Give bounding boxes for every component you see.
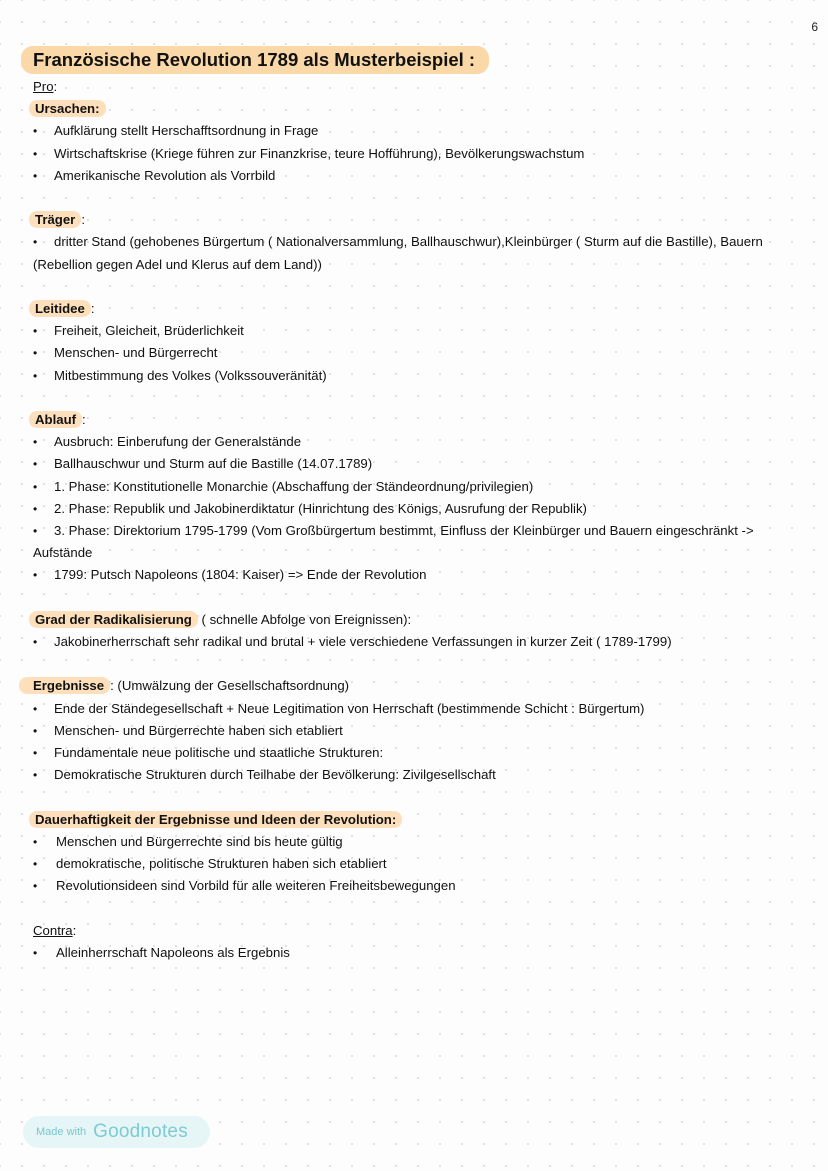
list-item: • Jakobinerherrschaft sehr radikal und brutal + viele verschiedene Verfassungen in kurzer Zeit ( 1789-1799)	[33, 631, 808, 653]
goodnotes-logo: Goodnotes	[93, 1121, 188, 1142]
list-item: • Menschen- und Bürgerrechte haben sich etabliert	[33, 720, 808, 742]
page-title: Französische Revolution 1789 als Musterbeispiel :	[21, 46, 489, 74]
ablauf-heading: Ablauf	[29, 411, 82, 428]
list-item: • demokratische, politische Strukturen haben sich etabliert	[33, 853, 808, 875]
leitidee-heading: Leitidee	[29, 300, 91, 317]
radikalisierung-heading-row	[33, 609, 808, 631]
list-item: • 2. Phase: Republik und Jakobinerdiktatur (Hinrichtung des Königs, Ausrufung der Republik)	[33, 498, 808, 520]
list-item: • Fundamentale neue politische und staatliche Strukturen:	[33, 742, 808, 764]
contra-row: Contra:	[33, 922, 77, 938]
list-item: • Menschen und Bürgerrechte sind bis heute gültig	[33, 831, 808, 853]
list-item: • Aufklärung stellt Herschafftsordnung in Frage	[33, 120, 808, 142]
goodnotes-badge[interactable]	[23, 1116, 210, 1148]
leitidee-heading-row: Leitidee :	[33, 298, 808, 320]
list-item: • Ausbruch: Einberufung der Generalstände	[33, 431, 808, 453]
contra-label: Contra	[33, 922, 73, 938]
pro-row: Pro:	[33, 79, 58, 94]
title-row	[33, 46, 808, 74]
list-item: • Ende der Ständegesellschaft + Neue Legitimation von Herrschaft (bestimmende Schicht : Bürgertum)	[33, 698, 808, 720]
list-item: • Demokratische Strukturen durch Teilhabe der Bevölkerung: Zivilgesellschaft	[33, 764, 808, 786]
traeger-heading: Träger	[29, 211, 81, 228]
list-item: • Wirtschaftskrise (Kriege führen zur Finanzkrise, teure Hofführung), Bevölkerungswachstum	[33, 143, 808, 165]
list-item: • 1799: Putsch Napoleons (1804: Kaiser) => Ende der Revolution	[33, 564, 808, 586]
dauerhaftigkeit-heading: Dauerhaftigkeit der Ergebnisse und Ideen der Revolution:	[29, 811, 402, 828]
list-item: • 3. Phase: Direktorium 1795-1799 (Vom Großbürgertum bestimmt, Einfluss der Kleinbürger und Bauern eingeschränkt ->	[33, 520, 808, 542]
list-item: • Freiheit, Gleicheit, Brüderlichkeit	[33, 320, 808, 342]
list-item: • Ballhauschwur und Sturm auf die Bastille (14.07.1789)	[33, 453, 808, 475]
ergebnisse-heading-row	[33, 675, 808, 697]
document-content	[33, 46, 808, 964]
list-item: • Menschen- und Bürgerrecht	[33, 342, 808, 364]
ergebnisse-suffix: : (Umwälzung der Gesellschaftsordnung)	[110, 678, 350, 694]
list-item-continuation: Aufstände	[33, 545, 93, 561]
pro-label: Pro	[33, 79, 54, 94]
dauerhaftigkeit-heading-row	[33, 809, 808, 831]
ergebnisse-heading: Ergebnisse	[19, 677, 110, 694]
traeger-heading-row: Träger :	[33, 209, 808, 231]
list-item: • Amerikanische Revolution als Vorrbild	[33, 165, 808, 187]
list-item: • 1. Phase: Konstitutionelle Monarchie (Abschaffung der Ständeordnung/privilegien)	[33, 476, 808, 498]
made-with-label: Made with	[36, 1126, 87, 1138]
list-item: • Mitbestimmung des Volkes (Volkssouveränität)	[33, 365, 808, 387]
ablauf-heading-row: Ablauf :	[33, 409, 808, 431]
radikalisierung-heading: Grad der Radikalisierung	[29, 611, 198, 628]
list-item: • dritter Stand (gehobenes Bürgertum ( Nationalversammlung, Ballhauschwur),Kleinbürger ( Sturm auf die Bastille), Bauern	[33, 231, 808, 253]
ursachen-heading-row	[33, 98, 808, 120]
radikalisierung-suffix: ( schnelle Abfolge von Ereignissen):	[201, 611, 412, 627]
ursachen-heading: Ursachen:	[29, 100, 106, 117]
list-item-continuation: (Rebellion gegen Adel und Klerus auf dem Land))	[33, 256, 322, 272]
list-item: • Revolutionsideen sind Vorbild für alle weiteren Freiheitsbewegungen	[33, 875, 808, 897]
page-number: 6	[811, 20, 818, 34]
list-item: • Alleinherrschaft Napoleons als Ergebnis	[33, 942, 808, 964]
